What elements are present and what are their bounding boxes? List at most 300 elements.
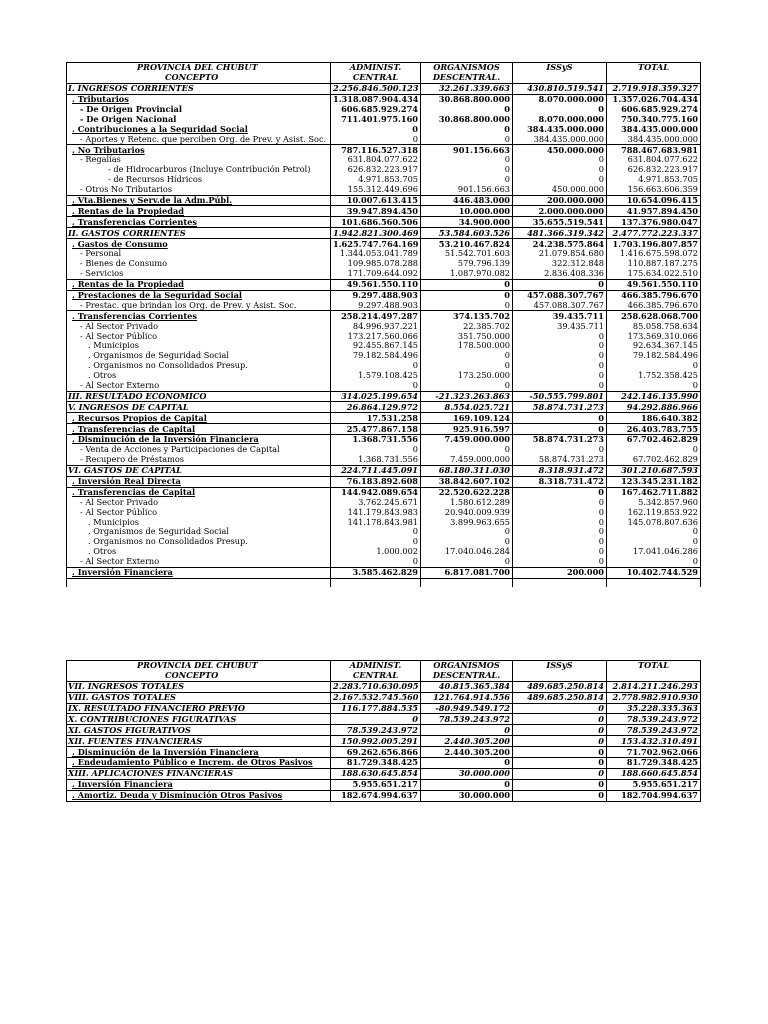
admin-central-value: 0 xyxy=(331,527,421,537)
concept-label-text: - Recupero de Préstamos xyxy=(80,454,184,465)
organismos-value: 901.156.663 xyxy=(421,185,513,195)
admin-central-value: 188.630.645.854 xyxy=(331,768,421,779)
summary-row xyxy=(67,790,701,801)
concept-label-text: . Transferencias Corrientes xyxy=(72,310,197,321)
concept-label-text: XII. FUENTES FINANCIERAS xyxy=(68,735,203,746)
issys-value: 8.318.731.472 xyxy=(513,476,607,487)
organismos-value: 0 xyxy=(421,779,513,790)
organismos-value: 7.459.000.000 xyxy=(421,455,513,465)
total-value: 631.804.077.622 xyxy=(607,155,701,165)
issys-value: 8.318.931.472 xyxy=(513,465,607,476)
concept-label xyxy=(67,402,331,413)
concept-label xyxy=(67,476,331,487)
issys-value: 0 xyxy=(513,557,607,567)
concept-label xyxy=(67,175,331,185)
col-total-header-2: TOTAL xyxy=(607,661,701,671)
concept-label xyxy=(67,381,331,391)
total-value: 71.702.962.066 xyxy=(607,747,701,758)
concept-label-text: III. RESULTADO ECONOMICO xyxy=(68,391,207,401)
admin-central-value: 101.686.560.506 xyxy=(331,217,421,228)
budget-row xyxy=(67,424,701,435)
total-value: 175.634.022.510 xyxy=(607,269,701,279)
total-value: 0 xyxy=(607,537,701,547)
budget-row xyxy=(67,567,701,578)
organismos-value: 901.156.663 xyxy=(421,145,513,155)
concept-label xyxy=(67,311,331,321)
concept-label xyxy=(67,155,331,165)
organismos-value: 0 xyxy=(421,279,513,290)
total-value: 79.182.584.496 xyxy=(607,351,701,361)
total-value: 384.435.000.000 xyxy=(607,134,701,144)
budget-row xyxy=(67,381,701,391)
admin-central-value: 155.312.449.696 xyxy=(331,185,421,195)
concept-label xyxy=(67,435,331,445)
admin-central-value: 141.179.843.983 xyxy=(331,507,421,517)
concept-label-text: . Inversión Real Directa xyxy=(72,476,181,487)
organismos-value: 30.868.800.000 xyxy=(421,114,513,124)
concept-label-text: VII. INGRESOS TOTALES xyxy=(68,681,185,692)
issys-value: 21.079.854.680 xyxy=(513,249,607,259)
budget-row xyxy=(67,217,701,228)
concept-label-text: . Rentas de la Propiedad xyxy=(72,205,184,216)
concept-label xyxy=(67,165,331,175)
organismos-value: 0 xyxy=(421,527,513,537)
issys-value: 58.874.731.273 xyxy=(513,402,607,413)
total-value: 1.357.026.704.434 xyxy=(607,94,701,104)
concept-label xyxy=(67,206,331,217)
budget-row xyxy=(67,290,701,300)
total-value: 67.702.462.829 xyxy=(607,435,701,445)
admin-central-value: 49.561.550.110 xyxy=(331,279,421,290)
issys-value: 2.836.408.336 xyxy=(513,269,607,279)
total-value: 384.435.000.000 xyxy=(607,124,701,134)
issys-value: 0 xyxy=(513,175,607,185)
concept-label xyxy=(67,567,331,578)
admin-central-value: 76.183.892.608 xyxy=(331,476,421,487)
admin-central-value: 78.539.243.972 xyxy=(331,725,421,736)
organismos-value: 2.440.305.200 xyxy=(421,736,513,747)
col-admin-header-2: ADMINIST. xyxy=(331,661,421,671)
concept-label-text: . Municipios xyxy=(88,517,139,527)
total-value: 78.539.243.972 xyxy=(607,725,701,736)
total-value: 123.345.231.182 xyxy=(607,476,701,487)
issys-value: 24.238.575.864 xyxy=(513,239,607,249)
budget-row xyxy=(67,465,701,476)
total-value: 81.729.348.425 xyxy=(607,758,701,769)
admin-central-value: 39.947.894.450 xyxy=(331,206,421,217)
concept-label-text: . Organismos no Consolidados Presup. xyxy=(88,360,248,371)
admin-central-value: 1.318.087.904.434 xyxy=(331,94,421,104)
issys-value: 0 xyxy=(513,487,607,497)
concept-label xyxy=(67,259,331,269)
total-value: 162.119.853.922 xyxy=(607,507,701,517)
summary-header-row xyxy=(67,661,701,671)
concept-label xyxy=(67,681,331,692)
admin-central-value: 81.729.348.425 xyxy=(331,758,421,769)
organismos-value: 446.483.000 xyxy=(421,195,513,206)
concept-label xyxy=(67,391,331,402)
summary-row xyxy=(67,725,701,736)
concept-label xyxy=(67,557,331,567)
admin-central-value: 17.531.258 xyxy=(331,413,421,424)
concept-label xyxy=(67,703,331,714)
total-value: 167.462.711.882 xyxy=(607,487,701,497)
admin-central-value: 173.217.560.066 xyxy=(331,331,421,341)
total-value: 49.561.550.110 xyxy=(607,279,701,290)
concept-label-text: . Disminución de la Inversión Financiera xyxy=(72,434,259,445)
organismos-value: 6.817.081.700 xyxy=(421,567,513,578)
concept-label-text: . Endeudamiento Público e Increm. de Otros Pasivos xyxy=(72,757,313,768)
concept-label-text: XIII. APLICACIONES FINANCIERAS xyxy=(68,768,234,779)
col-organismos-subheader-2: DESCENTRAL. xyxy=(421,671,513,681)
issys-value: 200.000 xyxy=(513,567,607,578)
issys-value: 0 xyxy=(513,703,607,714)
concept-label xyxy=(67,83,331,94)
organismos-value: 0 xyxy=(421,175,513,185)
organismos-value: 20.940.009.939 xyxy=(421,507,513,517)
concept-label xyxy=(67,105,331,115)
budget-row xyxy=(67,300,701,310)
total-value: 242.146.135.990 xyxy=(607,391,701,402)
total-value: 0 xyxy=(607,381,701,391)
concept-label-text: . Recursos Propios de Capital xyxy=(72,412,207,423)
organismos-value: 2.440.305.200 xyxy=(421,747,513,758)
issys-value: 322.312.848 xyxy=(513,259,607,269)
col-admin-header: ADMINIST. xyxy=(331,63,421,73)
concept-label-text: . Prestaciones de la Seguridad Social xyxy=(72,290,243,300)
organismos-value: 1.580.612.289 xyxy=(421,497,513,507)
organismos-value: 0 xyxy=(421,351,513,361)
concept-label xyxy=(67,239,331,249)
admin-central-value: 1.368.731.556 xyxy=(331,455,421,465)
admin-central-value: 1.625.747.764.169 xyxy=(331,239,421,249)
admin-central-value: 3.762.245.671 xyxy=(331,497,421,507)
concept-label xyxy=(67,145,331,155)
organismos-value: 925.916.597 xyxy=(421,424,513,435)
issys-value: 0 xyxy=(513,736,607,747)
concept-label-text: - Al Sector Público xyxy=(80,507,158,517)
organismos-value: 121.764.914.556 xyxy=(421,692,513,703)
concept-label-text: . Amortiz. Deuda y Disminución Otros Pasivos xyxy=(72,790,283,801)
issys-value: 0 xyxy=(513,371,607,381)
budget-row xyxy=(67,331,701,341)
concept-label xyxy=(67,487,331,497)
total-value: 110.887.187.275 xyxy=(607,259,701,269)
admin-central-value: 5.955.651.217 xyxy=(331,779,421,790)
issys-value: 0 xyxy=(513,424,607,435)
concept-label-text: . Municipios xyxy=(88,341,139,351)
budget-row xyxy=(67,557,701,567)
issys-value: 0 xyxy=(513,351,607,361)
admin-central-value: 224.711.445.091 xyxy=(331,465,421,476)
concept-label xyxy=(67,341,331,351)
total-value: 173.569.310.066 xyxy=(607,331,701,341)
budget-table-main xyxy=(66,62,700,587)
admin-central-value: 109.985.078.288 xyxy=(331,259,421,269)
organismos-value: 30.868.800.000 xyxy=(421,94,513,104)
concept-label xyxy=(67,537,331,547)
issys-value: 0 xyxy=(513,517,607,527)
issys-value: 489.685.250.814 xyxy=(513,692,607,703)
budget-row xyxy=(67,259,701,269)
organismos-value: 34.900.000 xyxy=(421,217,513,228)
concept-label xyxy=(67,331,331,341)
concept-label-text: - Aportes y Retenc. que perciben Org. de Prev. y Asist. Soc. xyxy=(80,134,327,144)
budget-row xyxy=(67,155,701,165)
total-value: 0 xyxy=(607,527,701,537)
concept-label-text: . Transferencias Corrientes xyxy=(72,216,197,227)
total-value: 4.971.853.705 xyxy=(607,175,701,185)
concept-label xyxy=(67,768,331,779)
issys-value: 58.874.731.273 xyxy=(513,435,607,445)
total-value: 78.539.243.972 xyxy=(607,714,701,725)
budget-row xyxy=(67,185,701,195)
concept-label xyxy=(67,465,331,476)
admin-central-value: 25.477.867.158 xyxy=(331,424,421,435)
col-issys-header: ISSyS xyxy=(513,63,607,73)
concept-label xyxy=(67,114,331,124)
organismos-value: 30.000.000 xyxy=(421,768,513,779)
total-value: 153.432.310.491 xyxy=(607,736,701,747)
concept-label-text: - Al Sector Público xyxy=(80,331,158,341)
total-value: 85.058.758.634 xyxy=(607,321,701,331)
issys-value: 0 xyxy=(513,779,607,790)
concept-label xyxy=(67,790,331,801)
issys-value: 0 xyxy=(513,537,607,547)
admin-central-value: 0 xyxy=(331,134,421,144)
organismos-value: 78.539.243.972 xyxy=(421,714,513,725)
concept-label xyxy=(67,361,331,371)
concept-label xyxy=(67,300,331,310)
budget-row xyxy=(67,371,701,381)
admin-central-value: 69.262.656.866 xyxy=(331,747,421,758)
admin-central-value: 79.182.584.496 xyxy=(331,351,421,361)
concept-label xyxy=(67,424,331,435)
concept-label-text: IX. RESULTADO FINANCIERO PREVIO xyxy=(68,703,246,713)
concept-label-text: - Al Sector Externo xyxy=(80,556,160,567)
issys-value: 0 xyxy=(513,381,607,391)
summary-row xyxy=(67,692,701,703)
organismos-value: 0 xyxy=(421,155,513,165)
issys-value: 8.070.000.000 xyxy=(513,94,607,104)
issys-value: 35.655.519.541 xyxy=(513,217,607,228)
concept-label xyxy=(67,371,331,381)
admin-central-value: 9.297.488.903 xyxy=(331,300,421,310)
issys-value: 200.000.000 xyxy=(513,195,607,206)
budget-row xyxy=(67,175,701,185)
concept-label xyxy=(67,692,331,703)
admin-central-value: 606.685.929.274 xyxy=(331,105,421,115)
budget-row xyxy=(67,537,701,547)
total-value: 188.660.645.854 xyxy=(607,768,701,779)
budget-row xyxy=(67,507,701,517)
concept-label xyxy=(67,413,331,424)
budget-row xyxy=(67,145,701,155)
concept-label-text: - Regalías xyxy=(80,155,121,165)
admin-central-value: 787.116.527.318 xyxy=(331,145,421,155)
total-value: 626.832.223.917 xyxy=(607,165,701,175)
summary-row xyxy=(67,681,701,692)
concept-label xyxy=(67,445,331,455)
issys-value: 0 xyxy=(513,768,607,779)
concept-label-text: II. GASTOS CORRIENTES xyxy=(68,227,186,238)
province-title: PROVINCIA DEL CHUBUT xyxy=(67,63,331,73)
total-value: 788.467.683.981 xyxy=(607,145,701,155)
organismos-value: 374.135.702 xyxy=(421,311,513,321)
total-value: 10.402.744.529 xyxy=(607,567,701,578)
concept-label-text: - Al Sector Privado xyxy=(80,321,158,331)
budget-row xyxy=(67,497,701,507)
issys-value: 0 xyxy=(513,105,607,115)
concept-label-text: . Disminución de la Inversión Financiera xyxy=(72,746,259,757)
table-header-row-2 xyxy=(67,73,701,83)
col-organismos-header: ORGANISMOS xyxy=(421,63,513,73)
total-value: 0 xyxy=(607,445,701,455)
concept-label xyxy=(67,94,331,104)
admin-central-value: 9.297.488.903 xyxy=(331,290,421,300)
concept-label-text: . Contribuciones a la Seguridad Social xyxy=(72,124,248,134)
issys-value: 0 xyxy=(513,758,607,769)
total-value: 186.640.382 xyxy=(607,413,701,424)
concept-label xyxy=(67,527,331,537)
issys-value: 0 xyxy=(513,279,607,290)
concept-label xyxy=(67,747,331,758)
concept-label xyxy=(67,249,331,259)
total-value: 2.477.772.223.337 xyxy=(607,228,701,239)
issys-value: 450.000.000 xyxy=(513,185,607,195)
issys-value: 0 xyxy=(513,790,607,801)
organismos-value: 10.000.000 xyxy=(421,206,513,217)
concept-label-text: - Personal xyxy=(80,249,122,259)
admin-central-value: 2.256.846.500.123 xyxy=(331,83,421,94)
concept-label-text: . Vta.Bienes y Serv.de la Adm.Públ. xyxy=(72,195,233,205)
concept-label-text: XI. GASTOS FIGURATIVOS xyxy=(68,724,191,735)
organismos-value: 32.261.339.663 xyxy=(421,83,513,94)
admin-central-value: 626.832.223.917 xyxy=(331,165,421,175)
issys-value: 0 xyxy=(513,714,607,725)
total-value: 17.041.046.286 xyxy=(607,547,701,557)
concept-label xyxy=(67,497,331,507)
budget-row xyxy=(67,445,701,455)
concept-label-text: - de Hidrocarburos (Incluye Contribución Petrol) xyxy=(108,164,311,175)
col-issys-header-2: ISSyS xyxy=(513,661,607,671)
total-value: 1.752.358.425 xyxy=(607,371,701,381)
concept-label-text: . Otros xyxy=(88,370,117,381)
budget-row xyxy=(67,321,701,331)
concept-label xyxy=(67,547,331,557)
budget-row xyxy=(67,476,701,487)
admin-central-value: 92.455.867.145 xyxy=(331,341,421,351)
organismos-value: 351.750.000 xyxy=(421,331,513,341)
admin-central-value: 258.214.497.287 xyxy=(331,311,421,321)
summary-row xyxy=(67,779,701,790)
summary-row xyxy=(67,758,701,769)
concept-label xyxy=(67,134,331,144)
issys-value: 0 xyxy=(513,361,607,371)
issys-value: 0 xyxy=(513,341,607,351)
budget-row xyxy=(67,105,701,115)
concept-label xyxy=(67,725,331,736)
organismos-value: 169.109.124 xyxy=(421,413,513,424)
admin-central-value: 1.368.731.556 xyxy=(331,435,421,445)
total-value: 2.719.918.359.327 xyxy=(607,83,701,94)
budget-row xyxy=(67,455,701,465)
concept-label xyxy=(67,217,331,228)
organismos-value: 68.180.311.030 xyxy=(421,465,513,476)
issys-value: 0 xyxy=(513,445,607,455)
concept-label xyxy=(67,228,331,239)
table-header-row xyxy=(67,63,701,73)
total-value: 67.702.462.829 xyxy=(607,455,701,465)
organismos-value: -21.323.263.863 xyxy=(421,391,513,402)
issys-value: 58.874.731.273 xyxy=(513,455,607,465)
organismos-value: -80.949.549.172 xyxy=(421,703,513,714)
summary-header-row-2 xyxy=(67,671,701,681)
budget-row xyxy=(67,517,701,527)
concept-label-text: . Tributarios xyxy=(72,94,129,105)
issys-value: 0 xyxy=(513,165,607,175)
admin-central-value: 1.942.821.300.469 xyxy=(331,228,421,239)
admin-central-value: 4.971.853.705 xyxy=(331,175,421,185)
organismos-value: 0 xyxy=(421,361,513,371)
organismos-value: 0 xyxy=(421,165,513,175)
total-value: 156.663.606.359 xyxy=(607,185,701,195)
concept-header: CONCEPTO xyxy=(67,73,331,83)
admin-central-value: 84.996.937.221 xyxy=(331,321,421,331)
total-value: 145.078.807.636 xyxy=(607,517,701,527)
concept-label xyxy=(67,455,331,465)
organismos-value: 53.584.603.526 xyxy=(421,228,513,239)
concept-label-text: - Al Sector Externo xyxy=(80,380,160,390)
budget-row xyxy=(67,402,701,413)
summary-row xyxy=(67,736,701,747)
organismos-value: 3.899.963.655 xyxy=(421,517,513,527)
organismos-value: 173.250.000 xyxy=(421,371,513,381)
budget-row xyxy=(67,83,701,94)
admin-central-value: 0 xyxy=(331,714,421,725)
issys-value: 0 xyxy=(513,331,607,341)
total-value: 1.416.675.598.072 xyxy=(607,249,701,259)
budget-row xyxy=(67,351,701,361)
budget-table-summary xyxy=(66,660,700,802)
admin-central-value: 0 xyxy=(331,557,421,567)
concept-label-text: - Al Sector Privado xyxy=(80,497,158,507)
issys-value: -50.555.799.801 xyxy=(513,391,607,402)
issys-value: 430.810.519.541 xyxy=(513,83,607,94)
total-value: 1.703.196.807.857 xyxy=(607,239,701,249)
concept-label xyxy=(67,124,331,134)
budget-row xyxy=(67,124,701,134)
admin-central-value: 10.007.613.415 xyxy=(331,195,421,206)
total-value: 5.955.651.217 xyxy=(607,779,701,790)
concept-label xyxy=(67,517,331,527)
organismos-value: 7.459.000.000 xyxy=(421,435,513,445)
total-value: 94.292.886.966 xyxy=(607,402,701,413)
concept-label xyxy=(67,507,331,517)
organismos-value: 0 xyxy=(421,381,513,391)
total-value: 466.385.796.670 xyxy=(607,300,701,310)
budget-row xyxy=(67,228,701,239)
concept-label-text: . Transferencias de Capital xyxy=(72,487,196,497)
organismos-value: 0 xyxy=(421,300,513,310)
total-value: 0 xyxy=(607,361,701,371)
organismos-value: 0 xyxy=(421,725,513,736)
total-value: 606.685.929.274 xyxy=(607,105,701,115)
issys-value: 39.435.711 xyxy=(513,321,607,331)
organismos-value: 178.500.000 xyxy=(421,341,513,351)
concept-label-text: . Inversión Financiera xyxy=(72,567,173,578)
concept-label-text: . Otros xyxy=(88,546,117,557)
